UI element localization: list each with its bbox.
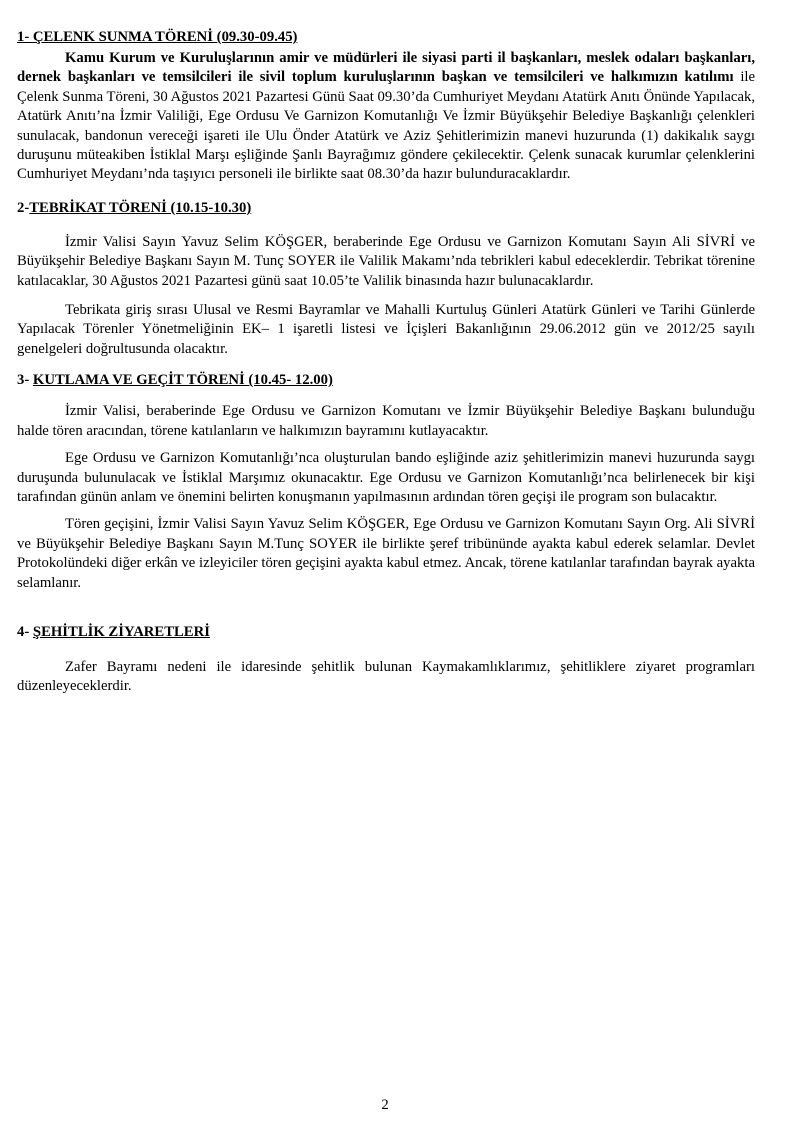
section-3-heading-prefix: 3- — [17, 372, 33, 389]
section-1-paragraph — [17, 49, 755, 185]
section-2-heading-text: TEBRİKAT TÖRENİ (10.15-10.30) — [29, 199, 252, 216]
section-4-paragraph: Zafer Bayramı nedeni ile idaresinde şehitlik bulunan Kaymakamlıklarımız, şehitliklere ziyaret programları düzenleyeceklerdir. — [17, 658, 755, 695]
section-2-heading — [17, 199, 755, 220]
document-page — [17, 28, 755, 697]
section-4-heading — [17, 623, 755, 644]
section-3-paragraph-1: İzmir Valisi, beraberinde Ege Ordusu ve Garnizon Komutanı ve İzmir Büyükşehir Belediye Başkanı bulunduğu halde tören aracından, törene katılanların ve halkımızın bayramını kutlayacaktır. — [17, 403, 755, 439]
section-1-heading — [17, 28, 755, 49]
section-2-heading-prefix: 2- — [17, 199, 30, 216]
section-2 — [17, 199, 755, 359]
section-2-paragraph-1: İzmir Valisi Sayın Yavuz Selim KÖŞGER, beraberinde Ege Ordusu ve Garnizon Komutanı Sayın Ali SİVRİ ve Büyükşehir Belediye Başkanı Sayın M. Tunç SOYER ile Valilik Makamı’nda tebrikleri kabul edeceklerdir. Tebrikat törenine katılacaklar, 30 Ağustos 2021 Pazartesi günü saat 10.05’te Valilik binasında hazır bulunacaklardır. — [17, 233, 755, 289]
section-1-bold-lead: Kamu Kurum ve Kuruluşlarının amir ve müdürleri ile siyasi parti il başkanları, meslek odaları başkanları, dernek başkanları ve temsilcileri ile sivil toplum kuruluşlarının başkan ve temsilcileri ve halkımızın katılımı — [17, 50, 755, 86]
section-2-paragraph-2: Tebrikata giriş sırası Ulusal ve Resmi Bayramlar ve Mahalli Kurtuluş Günleri Atatürk Günleri ve Tarihi Günlerde Yapılacak Törenler Yönetmeliğinin EK– 1 işaretli listesi ve İçişleri Bakanlığının 29.06.2012 gün ve 2012/25 sayılı genelgeleri doğrultusunda olacaktır. — [17, 302, 755, 357]
section-3-heading-text: KUTLAMA VE GEÇİT TÖRENİ (10.45- 12.00) — [32, 372, 333, 389]
section-4 — [17, 623, 755, 697]
section-3-paragraph-2: Ege Ordusu ve Garnizon Komutanlığı’nca oluşturulan bando eşliğinde aziz şehitlerimizin manevi huzurunda saygı duruşunda bulunulacak ve İstiklal Marşımız okunacaktır. Ege Ordusu ve Garnizon Komutanlığı’nca belirlenecek bir kişi tarafından günün anlam ve önemini belirten konuşmanın yapılmasının ardından tören geçişi ile program son bulacaktır. — [17, 450, 755, 505]
section-1-heading-text: 1- ÇELENK SUNMA TÖRENİ (09.30-09.45) — [17, 29, 298, 45]
section-4-heading-text: ŞEHİTLİK ZİYARETLERİ — [32, 623, 210, 640]
page-number: 2 — [381, 1097, 389, 1113]
section-1-body: ile Çelenk Sunma Töreni, 30 Ağustos 2021 Pazartesi Günü Saat 09.30’da Cumhuriyet Meydanı Atatürk Anıtı Önünde Yapılacak, Atatürk Anıtı’na İzmir Valiliği, Ege Ordusu Ve Garnizon Komutanlığı Ve İzmir Büyükşehir Belediye Başkanlığı çelenkleri sunulacak, bandonun vereceği işareti ile Ulu Önder Atatürk ve Aziz Şehitlerimizin manevi huzurunda (1) dakikalık saygı duruşunu müteakiben İstiklal Marşı eşliğinde Şanlı Bayrağımız göndere çekilecektir. Çelenk sunacak kurumlar çelenklerini Cumhuriyet Meydanı’nda taşıyıcı personeli ile birlikte saat 08.30’da hazır bulunduracaklardır. — [17, 69, 755, 183]
section-3-paragraph-3: Tören geçişini, İzmir Valisi Sayın Yavuz Selim KÖŞGER, Ege Ordusu ve Garnizon Komutanı Sayın Org. Ali SİVRİ ve Büyükşehir Belediye Başkanı Sayın M.Tunç SOYER ile birlikte şeref tribününde ayakta kabul ederek selamlar. Devlet Protokolündeki diğer erkân ve izleyiciler tören geçişini ayakta kabul etmez. Ancak, törene katılanlar tarafından bayrak ayakta selamlanır. — [17, 516, 755, 591]
section-3-heading — [17, 371, 755, 392]
section-3 — [17, 371, 755, 593]
section-4-heading-prefix: 4- — [17, 623, 33, 640]
section-1 — [17, 28, 755, 185]
